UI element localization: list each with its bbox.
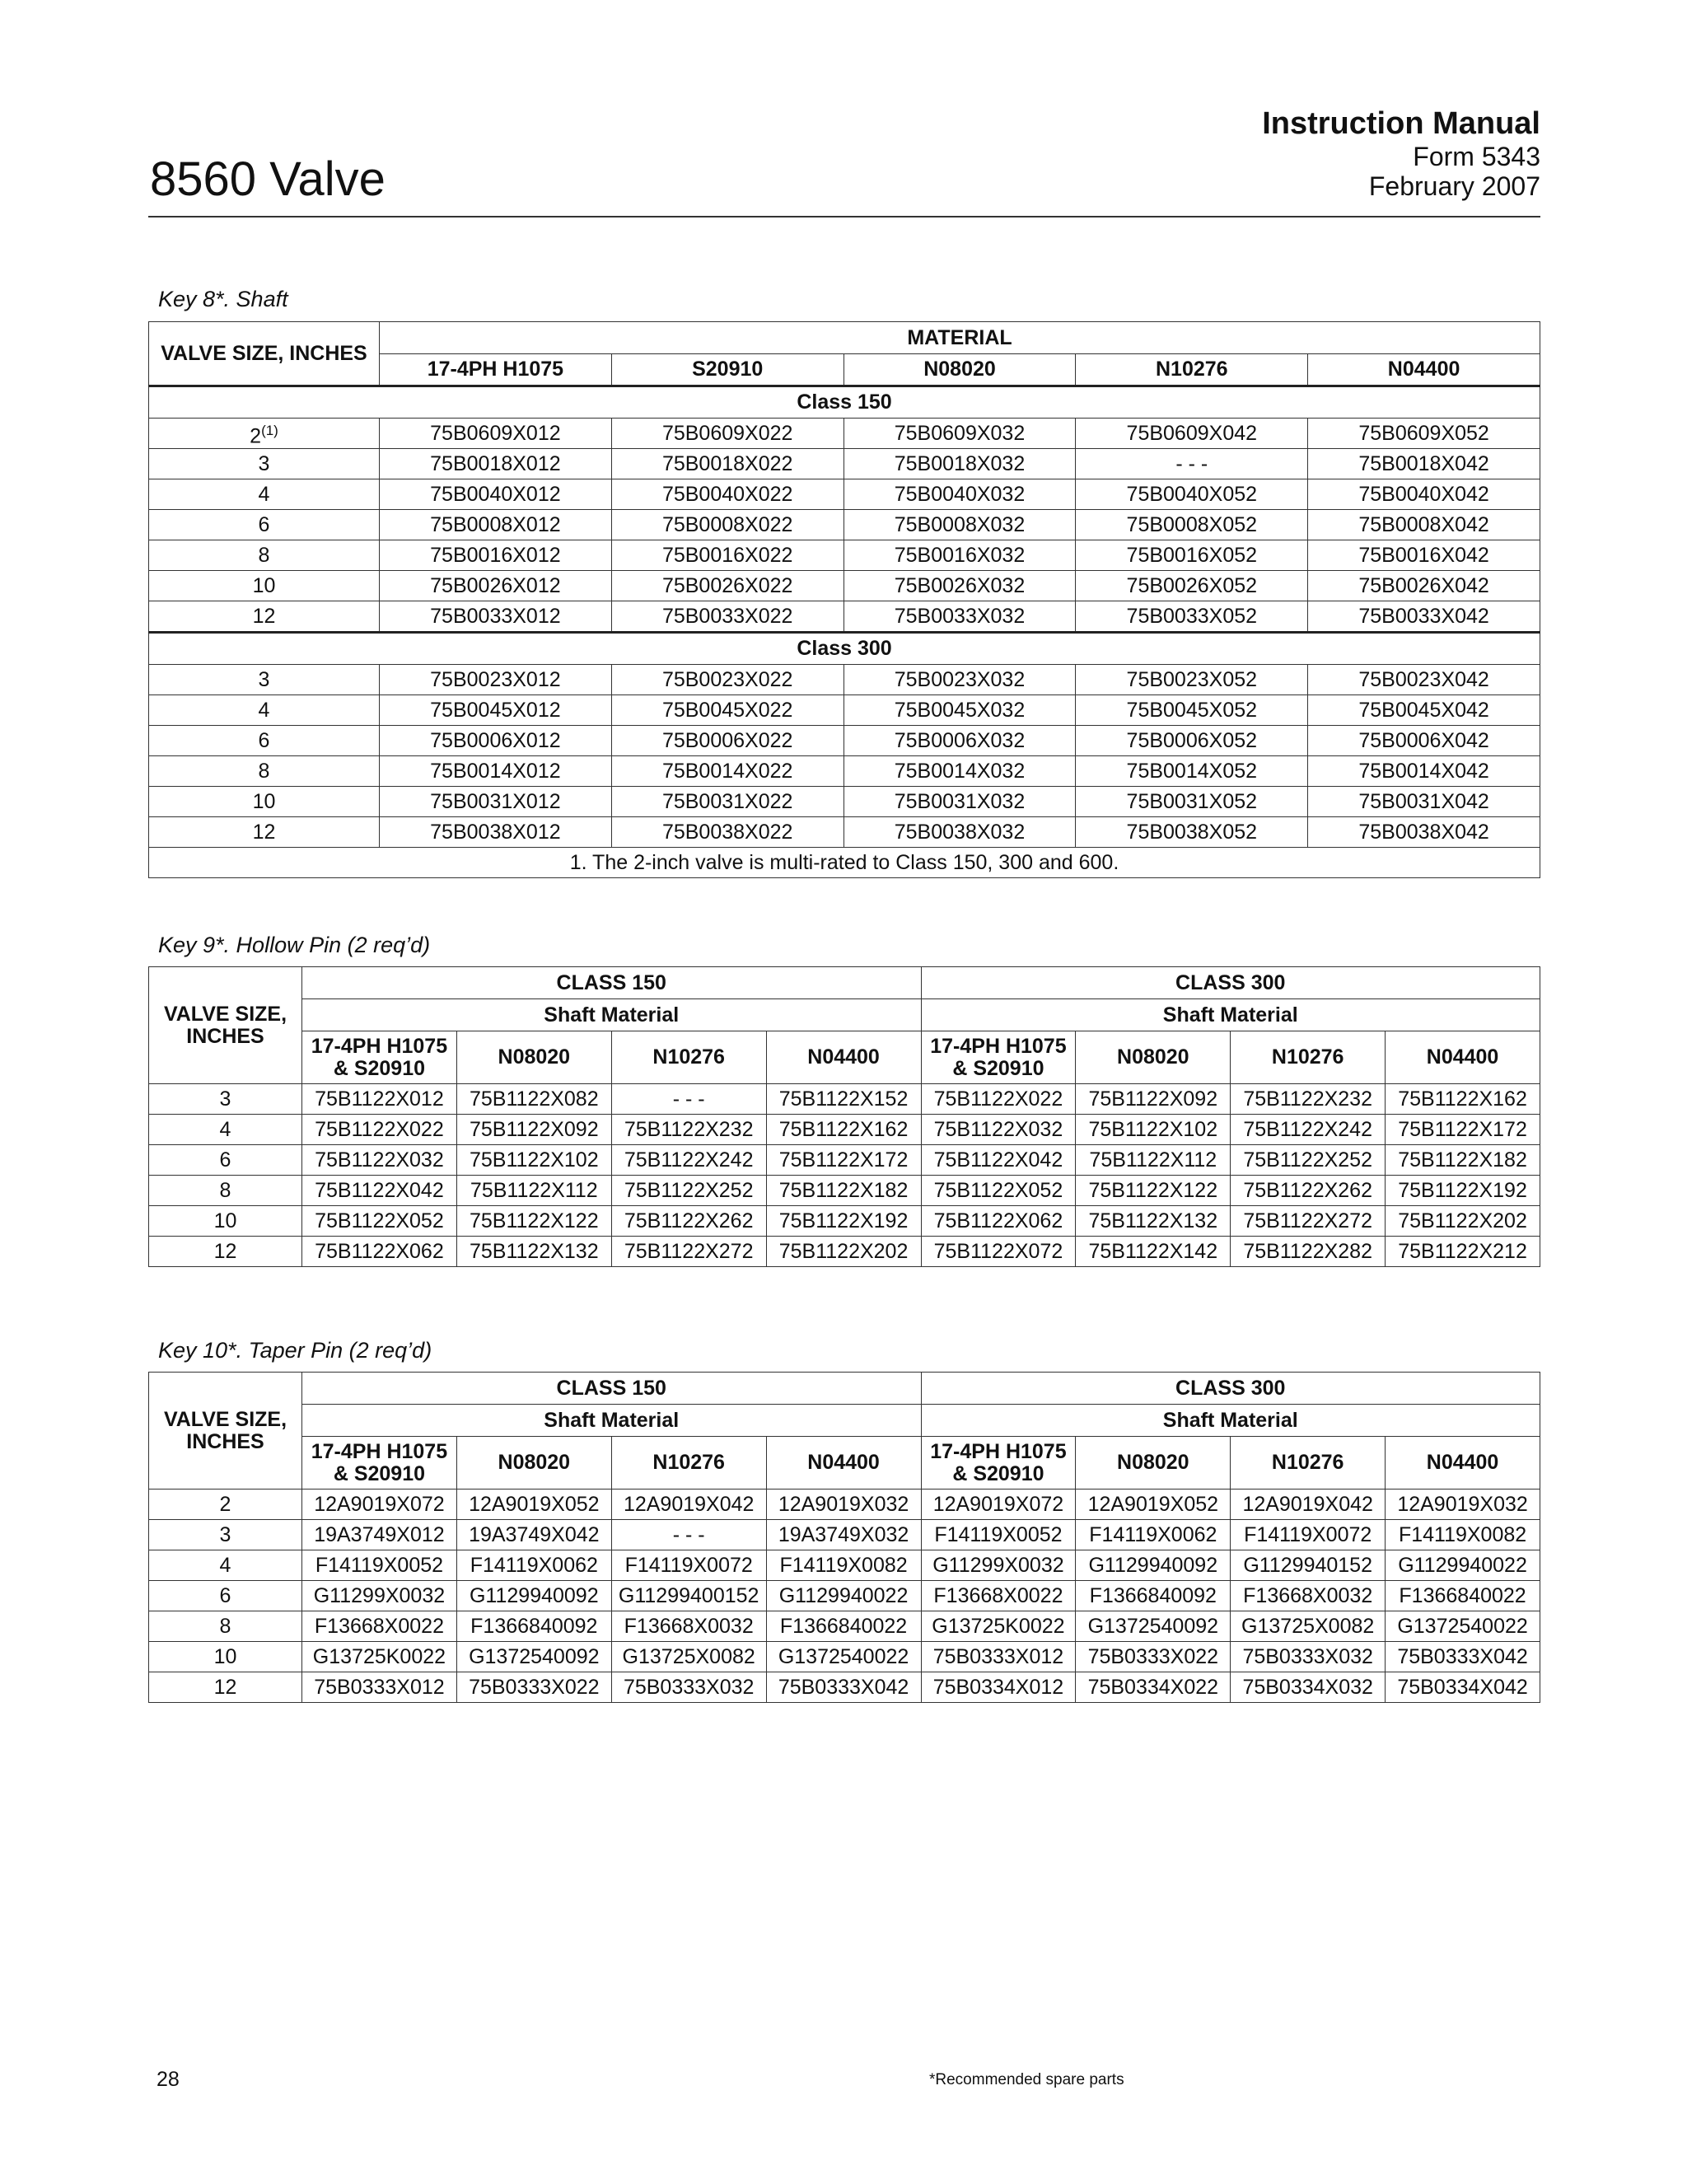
valve-size-cell: 4: [149, 479, 380, 510]
part-number-cell: 12A9019X072: [921, 1490, 1076, 1520]
part-number-cell: 75B0031X042: [1308, 787, 1540, 817]
valve-size-cell: 4: [149, 1115, 302, 1145]
part-number-cell: F14119X0082: [766, 1550, 921, 1581]
table-row: [149, 665, 1540, 695]
part-number-cell: 75B0008X022: [611, 510, 844, 540]
part-number-cell: 75B0008X052: [1076, 510, 1308, 540]
col-shaft-material: Shaft Material: [921, 999, 1540, 1031]
part-number-cell: 75B1122X192: [766, 1206, 921, 1237]
part-number-cell: 75B0038X022: [611, 817, 844, 848]
part-number-cell: 75B0038X012: [380, 817, 612, 848]
part-number-cell: 75B1122X172: [766, 1145, 921, 1176]
header-divider: [148, 216, 1540, 217]
table-row: [149, 1520, 1540, 1550]
part-number-cell: 75B1122X022: [302, 1115, 457, 1145]
table-row: [149, 1642, 1540, 1672]
table-row: [149, 756, 1540, 787]
valve-size-cell: 6: [149, 1581, 302, 1611]
class-150-section-label: Class 150: [149, 386, 1540, 419]
col-material-name: 17-4PH H1075 & S20910: [302, 1437, 457, 1490]
part-number-cell: 75B1122X182: [1386, 1145, 1540, 1176]
part-number-cell: 75B0038X052: [1076, 817, 1308, 848]
part-number-cell: 75B1122X252: [1231, 1145, 1386, 1176]
valve-size-cell: 8: [149, 540, 380, 571]
valve-size-cell: 8: [149, 756, 380, 787]
part-number-cell: 75B1122X122: [456, 1206, 611, 1237]
document-header-right: [1262, 105, 1540, 201]
part-number-cell: 12A9019X042: [1231, 1490, 1386, 1520]
part-number-cell: 75B1122X112: [1076, 1145, 1231, 1176]
shaft-table-footnote: 1. The 2-inch valve is multi-rated to Class 150, 300 and 600.: [149, 848, 1540, 878]
part-number-cell: 75B1122X282: [1231, 1237, 1386, 1267]
part-number-cell: 19A3749X042: [456, 1520, 611, 1550]
table-row: [149, 1176, 1540, 1206]
part-number-cell: 75B0038X042: [1308, 817, 1540, 848]
part-number-cell: 75B0609X022: [611, 419, 844, 449]
table-row: [149, 479, 1540, 510]
col-material-name: N04400: [766, 1437, 921, 1490]
table-row: [149, 1237, 1540, 1267]
part-number-cell: 75B0023X042: [1308, 665, 1540, 695]
table-row: [149, 1581, 1540, 1611]
part-number-cell: G1372540022: [766, 1642, 921, 1672]
col-material-name: N08020: [1076, 1437, 1231, 1490]
part-number-cell: G13725X0082: [611, 1642, 766, 1672]
part-number-cell: F14119X0072: [611, 1550, 766, 1581]
part-number-cell: G13725K0022: [921, 1611, 1076, 1642]
part-number-cell: 75B1122X032: [302, 1145, 457, 1176]
part-number-cell: 75B0033X042: [1308, 601, 1540, 633]
table-row: [149, 817, 1540, 848]
part-number-cell: 75B1122X272: [1231, 1206, 1386, 1237]
part-number-cell: 75B1122X082: [456, 1084, 611, 1115]
part-number-cell: 75B0031X022: [611, 787, 844, 817]
part-number-cell: 75B0031X012: [380, 787, 612, 817]
page-title: 8560 Valve: [150, 152, 386, 206]
part-number-cell: 75B0006X042: [1308, 726, 1540, 756]
part-number-cell: 75B0045X032: [844, 695, 1076, 726]
part-number-cell: G1372540092: [1076, 1611, 1231, 1642]
part-number-cell: 75B1122X062: [921, 1206, 1076, 1237]
part-number-cell: 75B0333X012: [921, 1642, 1076, 1672]
valve-size-cell: 12: [149, 817, 380, 848]
taper-pin-table-caption: Key 10*. Taper Pin (2 req’d): [158, 1338, 432, 1363]
valve-size-cell: 12: [149, 1672, 302, 1703]
valve-size-cell: 2: [149, 1490, 302, 1520]
part-number-cell: 75B0014X032: [844, 756, 1076, 787]
footnote-ref: (1): [261, 422, 278, 438]
part-number-cell: 75B0016X012: [380, 540, 612, 571]
table-row: [149, 510, 1540, 540]
col-material-name: N04400: [766, 1031, 921, 1084]
page-number: 28: [157, 2068, 180, 2091]
part-number-cell: 75B0334X022: [1076, 1672, 1231, 1703]
part-number-cell: 75B0333X012: [302, 1672, 457, 1703]
part-number-cell: 75B0014X012: [380, 756, 612, 787]
part-number-cell: G1129940022: [766, 1581, 921, 1611]
part-number-cell: 75B0040X032: [844, 479, 1076, 510]
col-material-name: N08020: [456, 1437, 611, 1490]
part-number-cell: G1129940152: [1231, 1550, 1386, 1581]
col-material-name: N04400: [1386, 1437, 1540, 1490]
part-number-cell: 75B0006X032: [844, 726, 1076, 756]
col-material-name: N08020: [844, 354, 1076, 386]
hollow-pin-table: [148, 966, 1540, 1267]
part-number-cell: 75B1122X262: [611, 1206, 766, 1237]
part-number-cell: 75B1122X272: [611, 1237, 766, 1267]
part-number-cell: F13668X0032: [1231, 1581, 1386, 1611]
part-number-cell: 75B1122X242: [611, 1145, 766, 1176]
part-number-cell: F1366840092: [456, 1611, 611, 1642]
part-number-cell: 75B1122X262: [1231, 1176, 1386, 1206]
col-material-name: N10276: [1231, 1437, 1386, 1490]
part-number-cell: 75B0018X012: [380, 449, 612, 479]
part-number-cell: 75B1122X012: [302, 1084, 457, 1115]
part-number-cell: 75B0038X032: [844, 817, 1076, 848]
spare-parts-note: *Recommended spare parts: [929, 2071, 1124, 2088]
part-number-cell: 75B0023X032: [844, 665, 1076, 695]
part-number-cell: F13668X0022: [921, 1581, 1076, 1611]
part-number-cell: G1129940092: [456, 1581, 611, 1611]
part-number-cell: 75B0333X042: [766, 1672, 921, 1703]
valve-size-cell: 10: [149, 787, 380, 817]
part-number-cell: 75B0334X012: [921, 1672, 1076, 1703]
part-number-cell: 75B0609X052: [1308, 419, 1540, 449]
part-number-cell: 75B1122X072: [921, 1237, 1076, 1267]
col-material-name: 17-4PH H1075 & S20910: [302, 1031, 457, 1084]
part-number-cell: - - -: [611, 1084, 766, 1115]
part-number-cell: 75B1122X102: [456, 1145, 611, 1176]
part-number-cell: 75B1122X152: [766, 1084, 921, 1115]
form-number: Form 5343: [1413, 142, 1540, 171]
part-number-cell: 75B0026X052: [1076, 571, 1308, 601]
col-shaft-material: Shaft Material: [302, 999, 922, 1031]
part-number-cell: 75B0333X022: [456, 1672, 611, 1703]
part-number-cell: 75B1122X092: [1076, 1084, 1231, 1115]
part-number-cell: 75B0045X022: [611, 695, 844, 726]
part-number-cell: 75B0026X042: [1308, 571, 1540, 601]
part-number-cell: 75B0609X042: [1076, 419, 1308, 449]
part-number-cell: 75B1122X022: [921, 1084, 1076, 1115]
col-material: MATERIAL: [380, 322, 1540, 354]
part-number-cell: F14119X0082: [1386, 1520, 1540, 1550]
manual-label: Instruction Manual: [1262, 106, 1540, 141]
table-row: [149, 1611, 1540, 1642]
part-number-cell: 75B0016X052: [1076, 540, 1308, 571]
part-number-cell: 75B0333X032: [1231, 1642, 1386, 1672]
part-number-cell: 75B0333X042: [1386, 1642, 1540, 1672]
part-number-cell: G1372540092: [456, 1642, 611, 1672]
col-material-name: N04400: [1308, 354, 1540, 386]
part-number-cell: G13725K0022: [302, 1642, 457, 1672]
valve-size-cell: 3: [149, 1520, 302, 1550]
part-number-cell: 75B1122X042: [921, 1145, 1076, 1176]
valve-size-cell: 2$^{(1)}$: [149, 419, 380, 449]
part-number-cell: 75B1122X162: [1386, 1084, 1540, 1115]
part-number-cell: 75B0026X012: [380, 571, 612, 601]
part-number-cell: 19A3749X012: [302, 1520, 457, 1550]
part-number-cell: 75B0040X022: [611, 479, 844, 510]
part-number-cell: F13668X0022: [302, 1611, 457, 1642]
col-valve-size: VALVE SIZE, INCHES: [149, 322, 380, 386]
table-row: [149, 1490, 1540, 1520]
part-number-cell: F14119X0072: [1231, 1520, 1386, 1550]
part-number-cell: 75B0008X032: [844, 510, 1076, 540]
part-number-cell: 75B1122X062: [302, 1237, 457, 1267]
part-number-cell: 75B0033X032: [844, 601, 1076, 633]
part-number-cell: 12A9019X052: [1076, 1490, 1231, 1520]
valve-size-cell: 4: [149, 1550, 302, 1581]
part-number-cell: 75B1122X052: [921, 1176, 1076, 1206]
part-number-cell: 75B0040X052: [1076, 479, 1308, 510]
part-number-cell: F14119X0052: [302, 1550, 457, 1581]
part-number-cell: 75B0333X022: [1076, 1642, 1231, 1672]
part-number-cell: F14119X0052: [921, 1520, 1076, 1550]
valve-size-cell: 10: [149, 1642, 302, 1672]
valve-size-cell: 3: [149, 1084, 302, 1115]
valve-size-cell: 6: [149, 726, 380, 756]
part-number-cell: 19A3749X032: [766, 1520, 921, 1550]
valve-size-cell: 12: [149, 1237, 302, 1267]
part-number-cell: 75B1122X102: [1076, 1115, 1231, 1145]
part-number-cell: 75B0026X032: [844, 571, 1076, 601]
part-number-cell: 75B0008X012: [380, 510, 612, 540]
col-class-300: CLASS 300: [921, 967, 1540, 999]
part-number-cell: 12A9019X042: [611, 1490, 766, 1520]
part-number-cell: 75B0016X032: [844, 540, 1076, 571]
part-number-cell: G1372540022: [1386, 1611, 1540, 1642]
col-material-name: N10276: [1231, 1031, 1386, 1084]
part-number-cell: 75B0023X012: [380, 665, 612, 695]
part-number-cell: 75B0033X012: [380, 601, 612, 633]
part-number-cell: 75B0016X042: [1308, 540, 1540, 571]
part-number-cell: 75B1122X202: [1386, 1206, 1540, 1237]
table-row: [149, 787, 1540, 817]
col-material-name: N04400: [1386, 1031, 1540, 1084]
class-300-section-label: Class 300: [149, 633, 1540, 665]
part-number-cell: 75B0018X022: [611, 449, 844, 479]
col-class-150: CLASS 150: [302, 967, 922, 999]
part-number-cell: F1366840022: [766, 1611, 921, 1642]
taper-pin-table: [148, 1372, 1540, 1703]
part-number-cell: 75B0334X042: [1386, 1672, 1540, 1703]
part-number-cell: 75B0045X052: [1076, 695, 1308, 726]
part-number-cell: 75B1122X172: [1386, 1115, 1540, 1145]
part-number-cell: 75B0334X032: [1231, 1672, 1386, 1703]
col-material-name: 17-4PH H1075: [380, 354, 612, 386]
col-shaft-material: Shaft Material: [302, 1405, 922, 1437]
hollow-pin-table-caption: Key 9*. Hollow Pin (2 req’d): [158, 933, 431, 957]
part-number-cell: 75B0033X052: [1076, 601, 1308, 633]
publication-date: February 2007: [1368, 171, 1540, 201]
part-number-cell: 75B0006X052: [1076, 726, 1308, 756]
part-number-cell: G1129940022: [1386, 1550, 1540, 1581]
part-number-cell: 75B1122X182: [766, 1176, 921, 1206]
part-number-cell: 75B1122X132: [1076, 1206, 1231, 1237]
part-number-cell: 75B1122X232: [1231, 1084, 1386, 1115]
col-valve-size: VALVE SIZE, INCHES: [149, 967, 302, 1084]
part-number-cell: 75B1122X042: [302, 1176, 457, 1206]
part-number-cell: - - -: [1076, 449, 1308, 479]
part-number-cell: 75B0018X042: [1308, 449, 1540, 479]
col-material-name: N10276: [611, 1031, 766, 1084]
table-row: [149, 695, 1540, 726]
table-row: [149, 726, 1540, 756]
part-number-cell: G11299X0032: [921, 1550, 1076, 1581]
table-row: [149, 1672, 1540, 1703]
part-number-cell: 75B0006X012: [380, 726, 612, 756]
valve-size-cell: 4: [149, 695, 380, 726]
col-material-name: S20910: [611, 354, 844, 386]
table-row: [149, 1550, 1540, 1581]
part-number-cell: G1129940092: [1076, 1550, 1231, 1581]
valve-size-cell: 8: [149, 1176, 302, 1206]
col-material-name: N10276: [611, 1437, 766, 1490]
part-number-cell: 75B0040X012: [380, 479, 612, 510]
col-valve-size: VALVE SIZE, INCHES: [149, 1373, 302, 1490]
col-shaft-material: Shaft Material: [921, 1405, 1540, 1437]
part-number-cell: 75B0026X022: [611, 571, 844, 601]
part-number-cell: 75B1122X132: [456, 1237, 611, 1267]
part-number-cell: 75B0006X022: [611, 726, 844, 756]
part-number-cell: 12A9019X072: [302, 1490, 457, 1520]
part-number-cell: 75B0023X022: [611, 665, 844, 695]
col-material-name: 17-4PH H1075 & S20910: [921, 1031, 1076, 1084]
table-row: [149, 601, 1540, 633]
part-number-cell: 75B0023X052: [1076, 665, 1308, 695]
col-material-name: N08020: [456, 1031, 611, 1084]
part-number-cell: 75B0333X032: [611, 1672, 766, 1703]
table-row: [149, 1115, 1540, 1145]
part-number-cell: G13725X0082: [1231, 1611, 1386, 1642]
part-number-cell: 75B1122X112: [456, 1176, 611, 1206]
table-row: [149, 540, 1540, 571]
part-number-cell: 75B0609X032: [844, 419, 1076, 449]
part-number-cell: 75B0045X042: [1308, 695, 1540, 726]
part-number-cell: 75B1122X232: [611, 1115, 766, 1145]
part-number-cell: 75B1122X242: [1231, 1115, 1386, 1145]
table-row: [149, 1206, 1540, 1237]
part-number-cell: 75B0031X052: [1076, 787, 1308, 817]
col-class-300: CLASS 300: [921, 1373, 1540, 1405]
valve-size-cell: 8: [149, 1611, 302, 1642]
part-number-cell: 12A9019X032: [766, 1490, 921, 1520]
part-number-cell: 75B0014X042: [1308, 756, 1540, 787]
shaft-table-caption: Key 8*. Shaft: [158, 287, 288, 311]
part-number-cell: 75B1122X162: [766, 1115, 921, 1145]
valve-size-cell: 6: [149, 510, 380, 540]
part-number-cell: 75B1122X202: [766, 1237, 921, 1267]
part-number-cell: F14119X0062: [456, 1550, 611, 1581]
part-number-cell: F14119X0062: [1076, 1520, 1231, 1550]
part-number-cell: 75B0033X022: [611, 601, 844, 633]
part-number-cell: 75B1122X192: [1386, 1176, 1540, 1206]
part-number-cell: 75B1122X142: [1076, 1237, 1231, 1267]
col-material-name: N08020: [1076, 1031, 1231, 1084]
part-number-cell: 75B0031X032: [844, 787, 1076, 817]
valve-size-cell: 10: [149, 571, 380, 601]
part-number-cell: 75B1122X032: [921, 1115, 1076, 1145]
part-number-cell: 12A9019X032: [1386, 1490, 1540, 1520]
valve-size-cell: 12: [149, 601, 380, 633]
part-number-cell: F13668X0032: [611, 1611, 766, 1642]
col-material-name: N10276: [1076, 354, 1308, 386]
part-number-cell: 75B1122X252: [611, 1176, 766, 1206]
part-number-cell: 75B0014X052: [1076, 756, 1308, 787]
part-number-cell: 75B1122X212: [1386, 1237, 1540, 1267]
part-number-cell: 75B0609X012: [380, 419, 612, 449]
valve-size-cell: 3: [149, 449, 380, 479]
part-number-cell: 75B1122X052: [302, 1206, 457, 1237]
col-material-name: 17-4PH H1075 & S20910: [921, 1437, 1076, 1490]
part-number-cell: 75B0018X032: [844, 449, 1076, 479]
part-number-cell: F1366840092: [1076, 1581, 1231, 1611]
col-class-150: CLASS 150: [302, 1373, 922, 1405]
table-row: [149, 571, 1540, 601]
part-number-cell: 75B1122X092: [456, 1115, 611, 1145]
part-number-cell: G11299X0032: [302, 1581, 457, 1611]
shaft-table: [148, 321, 1540, 878]
table-row: [149, 1145, 1540, 1176]
part-number-cell: 75B0045X012: [380, 695, 612, 726]
table-row: [149, 449, 1540, 479]
part-number-cell: 75B0016X022: [611, 540, 844, 571]
valve-size-cell: 10: [149, 1206, 302, 1237]
part-number-cell: - - -: [611, 1520, 766, 1550]
part-number-cell: 75B0040X042: [1308, 479, 1540, 510]
table-row: [149, 419, 1540, 449]
part-number-cell: 75B0014X022: [611, 756, 844, 787]
table-row: [149, 1084, 1540, 1115]
part-number-cell: 75B0008X042: [1308, 510, 1540, 540]
part-number-cell: F1366840022: [1386, 1581, 1540, 1611]
part-number-cell: G11299400152: [611, 1581, 766, 1611]
part-number-cell: 75B1122X122: [1076, 1176, 1231, 1206]
valve-size-cell: 3: [149, 665, 380, 695]
part-number-cell: 12A9019X052: [456, 1490, 611, 1520]
valve-size-cell: 6: [149, 1145, 302, 1176]
